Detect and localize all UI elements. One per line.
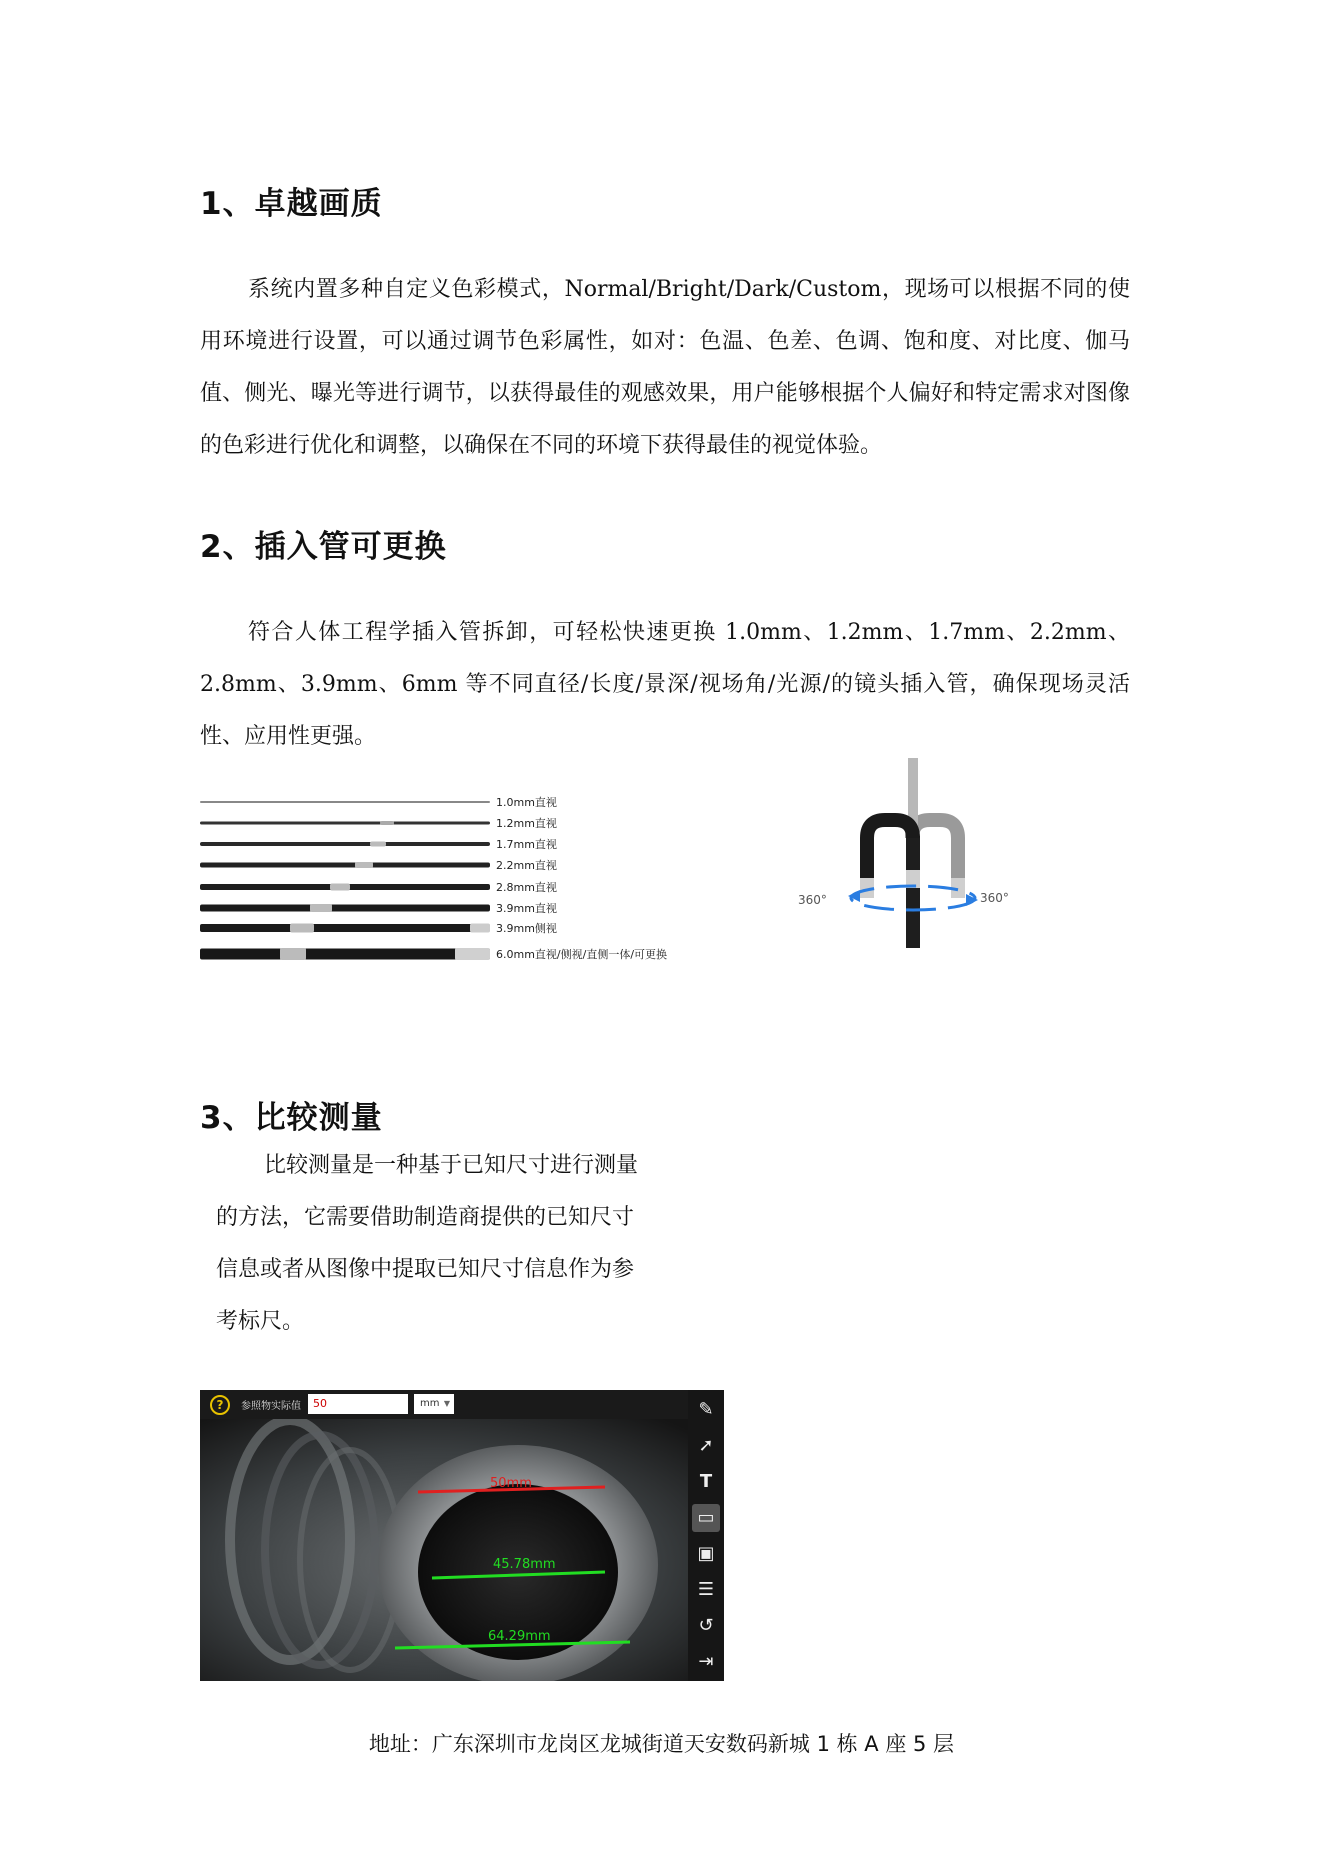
tube-row [200,795,700,809]
tube-label: 1.7mm直视 [496,838,557,851]
settings-icon[interactable]: ☰ [697,1579,715,1600]
tube-row [200,947,700,961]
pen-icon[interactable]: ✎ [698,1399,714,1420]
tube-row [200,816,700,830]
ref-value-input[interactable]: 50 [308,1394,408,1414]
section-1-heading: 1、卓越画质 [200,186,383,222]
text-icon[interactable]: T [699,1471,713,1492]
save-icon[interactable]: ▣ [697,1543,715,1564]
section-3-heading: 3、比较测量 [200,1100,383,1136]
tube-row [200,880,700,894]
measure-side-toolbar [688,1390,724,1681]
ruler-icon[interactable]: ▭ [692,1504,720,1532]
arrow-icon[interactable]: ➚ [698,1435,714,1456]
tube-label: 6.0mm直视/侧视/直侧一体/可更换 [496,948,668,961]
section-1-body: 系统内置多种自定义色彩模式，Normal/Bright/Dark/Custom，现场可以根据不同的使用环境进行设置，可以通过调节色彩属性，如对：色温、色差、色调、饱和度、对比度、伽马值、侧光、曝光等进行调节，以获得最佳的观感效果，用户能够根据个人偏好和特定需求对图像的色彩进行优化和调整，以确保在不同的环境下获得最佳的视觉体验。 [200,277,1130,458]
section-2-body: 符合人体工程学插入管拆卸，可轻松快速更换 1.0mm、1.2mm、1.7mm、2.2mm、2.8mm、3.9mm、6mm 等不同直径/长度/景深/视场角/光源/的镜头插入管，确保现场灵活性、应用性更强。 [200,620,1130,749]
undo-icon[interactable]: ↺ [698,1615,714,1636]
page-footer-address: 地址：广东深圳市龙岗区龙城街道天安数码新城 1 栋 A 座 5 层 [368,1732,955,1756]
insertion-tubes-figure [200,795,700,975]
tube-row [200,858,700,872]
measurement-label: 45.78mm [493,1557,556,1572]
exit-icon[interactable]: ⇥ [698,1651,714,1672]
tube-row [200,837,700,851]
articulation-figure [790,758,1010,948]
tube-label: 3.9mm直视 [496,902,557,915]
ref-value-label: 参照物实际值 [241,1401,301,1412]
help-icon[interactable]: ? [210,1395,230,1415]
measure-toolbar [200,1390,724,1419]
section-2-heading: 2、插入管可更换 [200,529,447,565]
tube-label: 1.0mm直视 [496,796,557,809]
section-3-body: 比较测量是一种基于已知尺寸进行测量的方法，它需要借助制造商提供的已知尺寸信息或者从图像中提取已知尺寸信息作为参考标尺。 [216,1153,639,1334]
tube-label: 2.8mm直视 [496,881,557,894]
left-angle-label: 360° [798,893,827,907]
measurement-label: 50mm [490,1476,532,1491]
measure-screenshot [200,1390,724,1681]
tube-label: 3.9mm侧视 [496,922,557,935]
chevron-down-icon: ▼ [443,1399,450,1408]
right-angle-label: 360° [980,891,1009,905]
tube-label: 1.2mm直视 [496,817,557,830]
tube-row [200,921,700,935]
pipe-image [200,1390,724,1681]
measurement-label: 64.29mm [488,1629,551,1644]
tube-row [200,901,700,915]
tube-label: 2.2mm直视 [496,859,557,872]
unit-select[interactable]: mm ▼ [414,1394,454,1414]
